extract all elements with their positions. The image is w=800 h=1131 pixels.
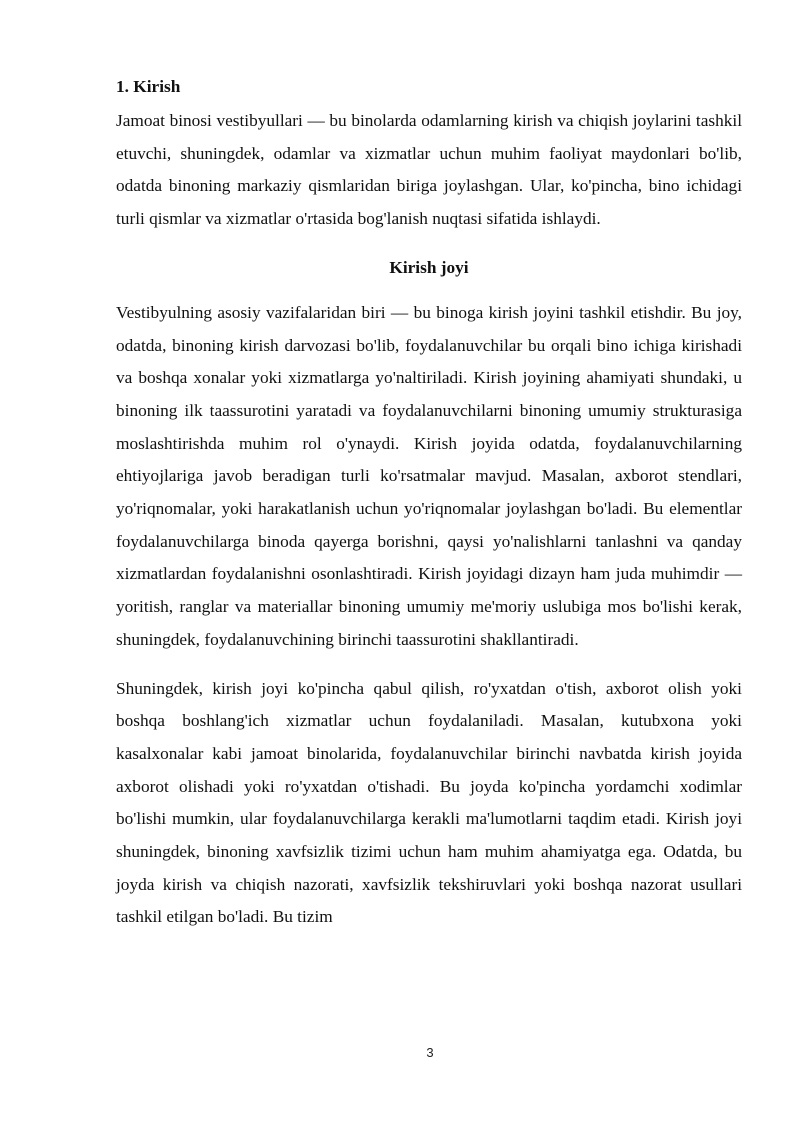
body-paragraph-1: Vestibyulning asosiy vazifalaridan biri — bu binoga kirish joyini tashkil etishdir. Bu joy, odatda, binoning kirish darvozasi bo'lib, foydalanuvchilar bu orqali bino ichiga kirishadi va boshqa xonalar yoki xizmatlarga yo'naltiriladi. Kirish joyining ahamiyati shundaki, u binoning ilk taassurotini yaratadi va foydalanuvchilarni binoning umumiy strukturasiga moslashtirishda muhim rol o'ynaydi. Kirish joyida odatda, foydalanuvchilarning ehtiyojlariga javob beradigan turli ko'rsatmalar mavjud. Masalan, axborot stendlari, yo'riqnomalar, yoki harakatlanish uchun yo'riqnomalar joylashgan bo'ladi. Bu elementlar foydalanuvchilarga binoda qayerga borishni, qaysi yo'nalishlarni tanlashni va qanday xizmatlardan foydalanishni osonlashtiradi. Kirish joyidagi dizayn ham juda muhimdir — yoritish, ranglar va materiallar binoning umumiy me'moriy uslubiga mos bo'lishi kerak, shuningdek, foydalanuvchining birinchi taassurotini shakllantiradi.	[116, 302, 742, 649]
section-heading: 1. Kirish	[116, 77, 181, 96]
body-paragraph-2: Shuningdek, kirish joyi ko'pincha qabul qilish, ro'yxatdan o'tish, axborot olish yoki boshqa boshlang'ich xizmatlar uchun foydalaniladi. Masalan, kutubxona yoki kasalxonalar kabi jamoat binolarida, foydalanuvchilar birinchi navbatda kirish joyida axborot olishadi yoki ro'yxatdan o'tishadi. Bu joyda ko'pincha yordamchi xodimlar bo'lishi mumkin, ular foydalanuvchilarga kerakli ma'lumotlarni taqdim etadi. Kirish joyi shuningdek, binoning xavfsizlik tizimi uchun ham muhim ahamiyatga ega. Odatda, bu joyda kirish va chiqish nazorati, xavfsizlik tekshiruvlari yoki boshqa nazorat usullari tashkil etilgan bo'ladi. Bu tizim	[116, 678, 742, 927]
document-page	[116, 72, 742, 934]
subsection-heading: Kirish joyi	[389, 257, 469, 277]
intro-paragraph: Jamoat binosi vestibyullari — bu binolarda odamlarning kirish va chiqish joylarini tashkil etuvchi, shuningdek, odamlar va xizmatlar uchun muhim faoliyat maydonlari bo'lib, odatda binoning markaziy qismlaridan biriga joylashgan. Ular, ko'pincha, bino ichidagi turli qismlar va xizmatlar o'rtasida bog'lanish nuqtasi sifatida ishlaydi.	[116, 111, 742, 229]
page-number: 3	[426, 1045, 434, 1060]
